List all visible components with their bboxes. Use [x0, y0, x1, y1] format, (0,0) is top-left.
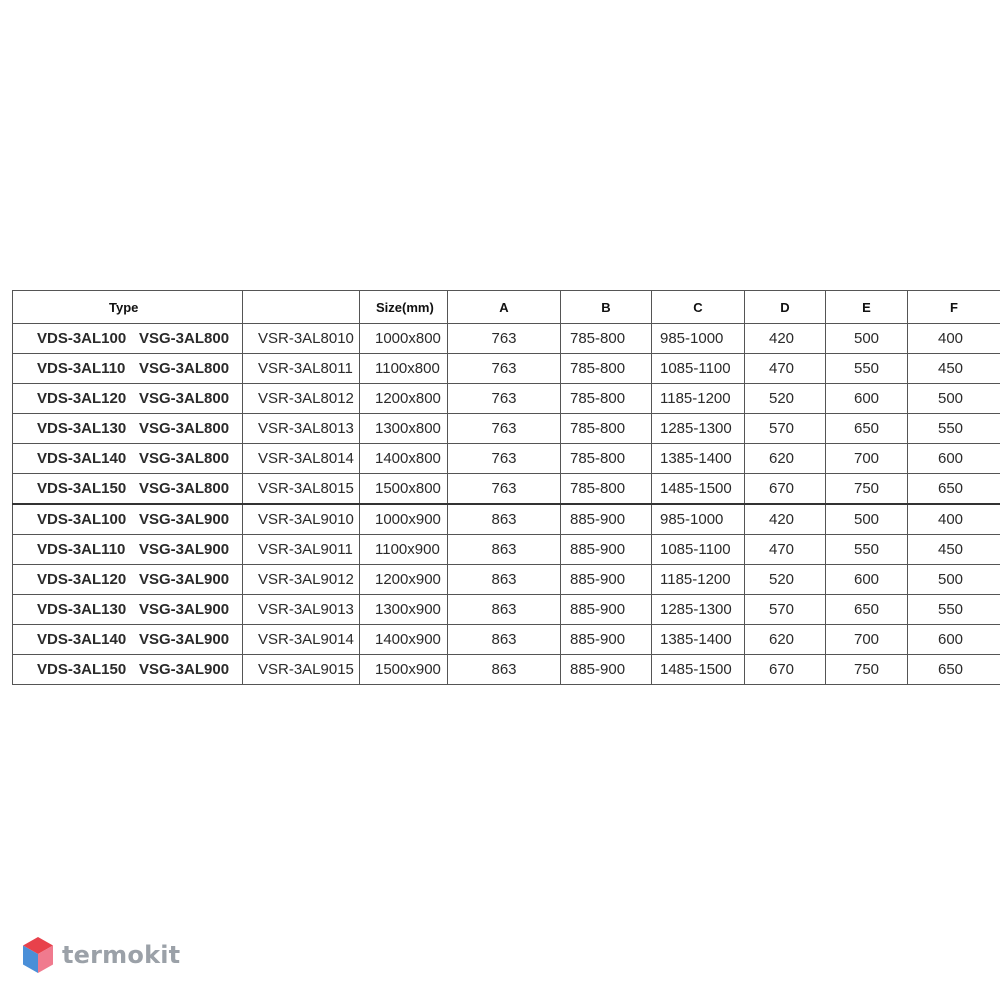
f-cell: 400 [908, 504, 1000, 535]
size-cell: 1500x800 [360, 474, 448, 505]
side-type: VSG-3AL800 [139, 390, 230, 407]
f-cell: 650 [908, 655, 1000, 685]
spec-table [12, 290, 1000, 685]
table-row [13, 504, 1000, 535]
f-cell: 500 [908, 565, 1000, 595]
table-row [13, 655, 1000, 685]
type-cell [13, 565, 243, 595]
a-cell: 763 [448, 414, 561, 444]
table-row [13, 324, 1000, 354]
header-c: C [652, 291, 745, 324]
model-cell: VSR-3AL8013 [243, 414, 360, 444]
type-cell [13, 384, 243, 414]
d-cell: 620 [745, 625, 826, 655]
side-type: VSG-3AL900 [139, 511, 230, 528]
b-cell: 885-900 [561, 504, 652, 535]
e-cell: 600 [826, 384, 908, 414]
size-cell: 1000x900 [360, 504, 448, 535]
e-cell: 650 [826, 414, 908, 444]
f-cell: 600 [908, 444, 1000, 474]
model-cell: VSR-3AL8015 [243, 474, 360, 505]
f-cell: 400 [908, 324, 1000, 354]
d-cell: 520 [745, 384, 826, 414]
a-cell: 863 [448, 625, 561, 655]
model-cell: VSR-3AL9011 [243, 535, 360, 565]
size-cell: 1400x900 [360, 625, 448, 655]
model-cell: VSR-3AL8010 [243, 324, 360, 354]
d-cell: 470 [745, 535, 826, 565]
side-type: VSG-3AL800 [139, 480, 230, 497]
c-cell: 1185-1200 [652, 565, 745, 595]
e-cell: 750 [826, 474, 908, 505]
a-cell: 763 [448, 474, 561, 505]
c-cell: 1385-1400 [652, 625, 745, 655]
table-row [13, 444, 1000, 474]
size-cell: 1400x800 [360, 444, 448, 474]
e-cell: 700 [826, 625, 908, 655]
c-cell: 1385-1400 [652, 444, 745, 474]
door-type: VDS-3AL130 [37, 420, 127, 437]
size-cell: 1200x900 [360, 565, 448, 595]
type-cell [13, 625, 243, 655]
header-e: E [826, 291, 908, 324]
header-row [13, 291, 1000, 324]
side-type: VSG-3AL800 [139, 360, 230, 377]
door-type: VDS-3AL140 [37, 631, 127, 648]
door-type: VDS-3AL150 [37, 661, 127, 678]
a-cell: 763 [448, 444, 561, 474]
side-type: VSG-3AL900 [139, 541, 230, 558]
door-type: VDS-3AL140 [37, 450, 127, 467]
model-cell: VSR-3AL8011 [243, 354, 360, 384]
door-type: VDS-3AL130 [37, 601, 127, 618]
e-cell: 500 [826, 504, 908, 535]
a-cell: 863 [448, 504, 561, 535]
door-type: VDS-3AL120 [37, 390, 127, 407]
size-cell: 1100x800 [360, 354, 448, 384]
door-type: VDS-3AL150 [37, 480, 127, 497]
a-cell: 863 [448, 655, 561, 685]
type-cell [13, 595, 243, 625]
side-type: VSG-3AL800 [139, 450, 230, 467]
b-cell: 885-900 [561, 655, 652, 685]
table-row [13, 414, 1000, 444]
d-cell: 520 [745, 565, 826, 595]
f-cell: 600 [908, 625, 1000, 655]
e-cell: 500 [826, 324, 908, 354]
e-cell: 550 [826, 354, 908, 384]
a-cell: 863 [448, 565, 561, 595]
d-cell: 670 [745, 655, 826, 685]
type-cell [13, 504, 243, 535]
size-cell: 1500x900 [360, 655, 448, 685]
header-b: B [561, 291, 652, 324]
a-cell: 763 [448, 384, 561, 414]
model-cell: VSR-3AL9014 [243, 625, 360, 655]
c-cell: 1085-1100 [652, 535, 745, 565]
b-cell: 785-800 [561, 384, 652, 414]
c-cell: 1285-1300 [652, 414, 745, 444]
c-cell: 985-1000 [652, 324, 745, 354]
side-type: VSG-3AL900 [139, 571, 230, 588]
type-cell [13, 474, 243, 505]
cube-logo-icon [22, 936, 54, 974]
c-cell: 985-1000 [652, 504, 745, 535]
b-cell: 785-800 [561, 414, 652, 444]
side-type: VSG-3AL900 [139, 631, 230, 648]
type-cell [13, 354, 243, 384]
type-cell [13, 535, 243, 565]
header-d: D [745, 291, 826, 324]
header-model [243, 291, 360, 324]
header-a: A [448, 291, 561, 324]
size-cell: 1200x800 [360, 384, 448, 414]
side-type: VSG-3AL800 [139, 330, 230, 347]
c-cell: 1485-1500 [652, 474, 745, 505]
b-cell: 785-800 [561, 444, 652, 474]
f-cell: 650 [908, 474, 1000, 505]
type-cell [13, 444, 243, 474]
side-type: VSG-3AL900 [139, 661, 230, 678]
door-type: VDS-3AL110 [37, 541, 126, 558]
model-cell: VSR-3AL8014 [243, 444, 360, 474]
f-cell: 550 [908, 595, 1000, 625]
header-type: Type [13, 291, 243, 324]
size-cell: 1000x800 [360, 324, 448, 354]
size-cell: 1300x900 [360, 595, 448, 625]
model-cell: VSR-3AL9013 [243, 595, 360, 625]
type-cell [13, 414, 243, 444]
b-cell: 885-900 [561, 595, 652, 625]
side-type: VSG-3AL900 [139, 601, 230, 618]
side-type: VSG-3AL800 [139, 420, 230, 437]
e-cell: 650 [826, 595, 908, 625]
b-cell: 785-800 [561, 474, 652, 505]
a-cell: 763 [448, 354, 561, 384]
model-cell: VSR-3AL9015 [243, 655, 360, 685]
f-cell: 550 [908, 414, 1000, 444]
type-cell [13, 655, 243, 685]
c-cell: 1285-1300 [652, 595, 745, 625]
brand-name: termokit [62, 941, 181, 969]
d-cell: 670 [745, 474, 826, 505]
size-cell: 1100x900 [360, 535, 448, 565]
d-cell: 620 [745, 444, 826, 474]
c-cell: 1485-1500 [652, 655, 745, 685]
table-row [13, 625, 1000, 655]
c-cell: 1085-1100 [652, 354, 745, 384]
f-cell: 500 [908, 384, 1000, 414]
f-cell: 450 [908, 535, 1000, 565]
model-cell: VSR-3AL8012 [243, 384, 360, 414]
table-row [13, 595, 1000, 625]
e-cell: 550 [826, 535, 908, 565]
type-cell [13, 324, 243, 354]
b-cell: 885-900 [561, 625, 652, 655]
header-size: Size(mm) [360, 291, 448, 324]
e-cell: 700 [826, 444, 908, 474]
door-type: VDS-3AL120 [37, 571, 127, 588]
e-cell: 750 [826, 655, 908, 685]
table-row [13, 474, 1000, 505]
table-row [13, 354, 1000, 384]
a-cell: 763 [448, 324, 561, 354]
b-cell: 885-900 [561, 535, 652, 565]
c-cell: 1185-1200 [652, 384, 745, 414]
door-type: VDS-3AL110 [37, 360, 126, 377]
f-cell: 450 [908, 354, 1000, 384]
spec-table-body [13, 324, 1000, 685]
a-cell: 863 [448, 595, 561, 625]
d-cell: 570 [745, 414, 826, 444]
size-cell: 1300x800 [360, 414, 448, 444]
b-cell: 785-800 [561, 354, 652, 384]
b-cell: 785-800 [561, 324, 652, 354]
table-row [13, 565, 1000, 595]
d-cell: 470 [745, 354, 826, 384]
brand-watermark [22, 936, 180, 974]
table-row [13, 535, 1000, 565]
model-cell: VSR-3AL9012 [243, 565, 360, 595]
door-type: VDS-3AL100 [37, 330, 127, 347]
d-cell: 420 [745, 504, 826, 535]
d-cell: 420 [745, 324, 826, 354]
e-cell: 600 [826, 565, 908, 595]
table-row [13, 384, 1000, 414]
b-cell: 885-900 [561, 565, 652, 595]
d-cell: 570 [745, 595, 826, 625]
door-type: VDS-3AL100 [37, 511, 127, 528]
model-cell: VSR-3AL9010 [243, 504, 360, 535]
a-cell: 863 [448, 535, 561, 565]
header-f: F [908, 291, 1000, 324]
